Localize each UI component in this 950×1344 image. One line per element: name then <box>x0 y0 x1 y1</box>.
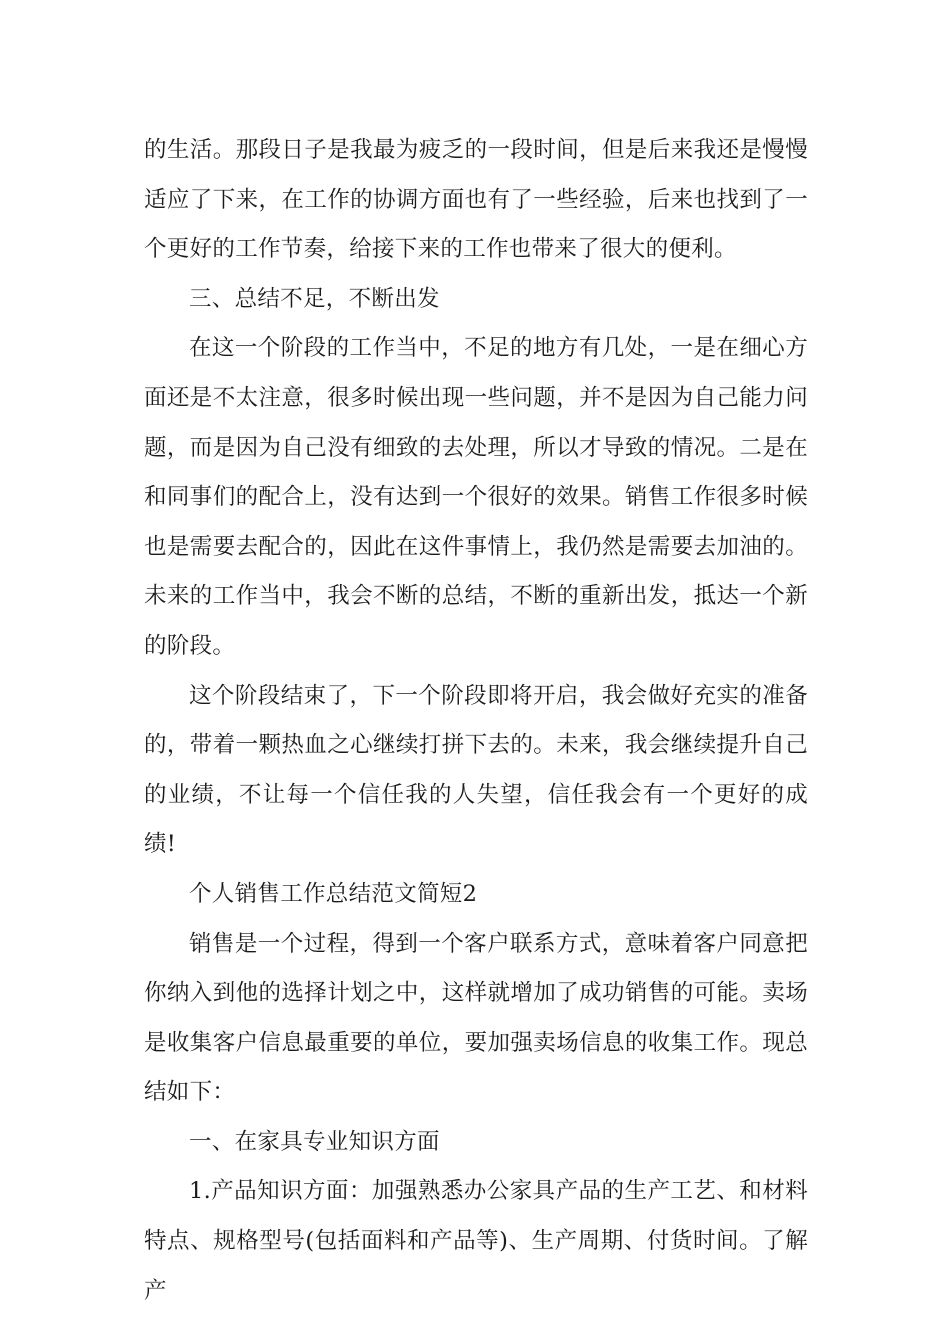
paragraph-shortcomings: 在这一个阶段的工作当中，不足的地方有几处，一是在细心方面还是不太注意，很多时候出现一些问题，并不是因为自己能力问题，而是因为自己没有细致的去处理，所以才导致的情况。二是在和同事们的配合上，没有达到一个很好的效果。销售工作很多时候也是需要去配合的，因此在这件事情上，我仍然是需要去加油的。未来的工作当中，我会不断的总结，不断的重新出发，抵达一个新的阶段。 <box>144 335 808 659</box>
section-heading-1: 一、在家具专业知识方面 <box>189 1128 440 1155</box>
paragraph-continuation: 的生活。那段日子是我最为疲乏的一段时间，但是后来我还是慢慢适应了下来，在工作的协调方面也有了一些经验，后来也找到了一个更好的工作节奏，给接下来的工作也带来了很大的便利。 <box>144 137 808 263</box>
paragraph-conclusion: 这个阶段结束了，下一个阶段即将开启，我会做好充实的准备的，带着一颗热血之心继续打拼下去的。未来，我会继续提升自己的业绩，不让每一个信任我的人失望，信任我会有一个更好的成绩! <box>144 682 808 858</box>
section-heading-3: 三、总结不足，不断出发 <box>189 285 440 312</box>
paragraph-product-knowledge: 1.产品知识方面：加强熟悉办公家具产品的生产工艺、和材料特点、规格型号(包括面料和产品等)、生产周期、付货时间。了解产 <box>144 1178 808 1304</box>
article-title-2: 个人销售工作总结范文简短2 <box>189 880 478 907</box>
document-body <box>144 126 808 1316</box>
paragraph-intro-2: 销售是一个过程，得到一个客户联系方式，意味着客户同意把你纳入到他的选择计划之中，这样就增加了成功销售的可能。卖场是收集客户信息最重要的单位，要加强卖场信息的收集工作。现总结如下： <box>144 930 808 1106</box>
